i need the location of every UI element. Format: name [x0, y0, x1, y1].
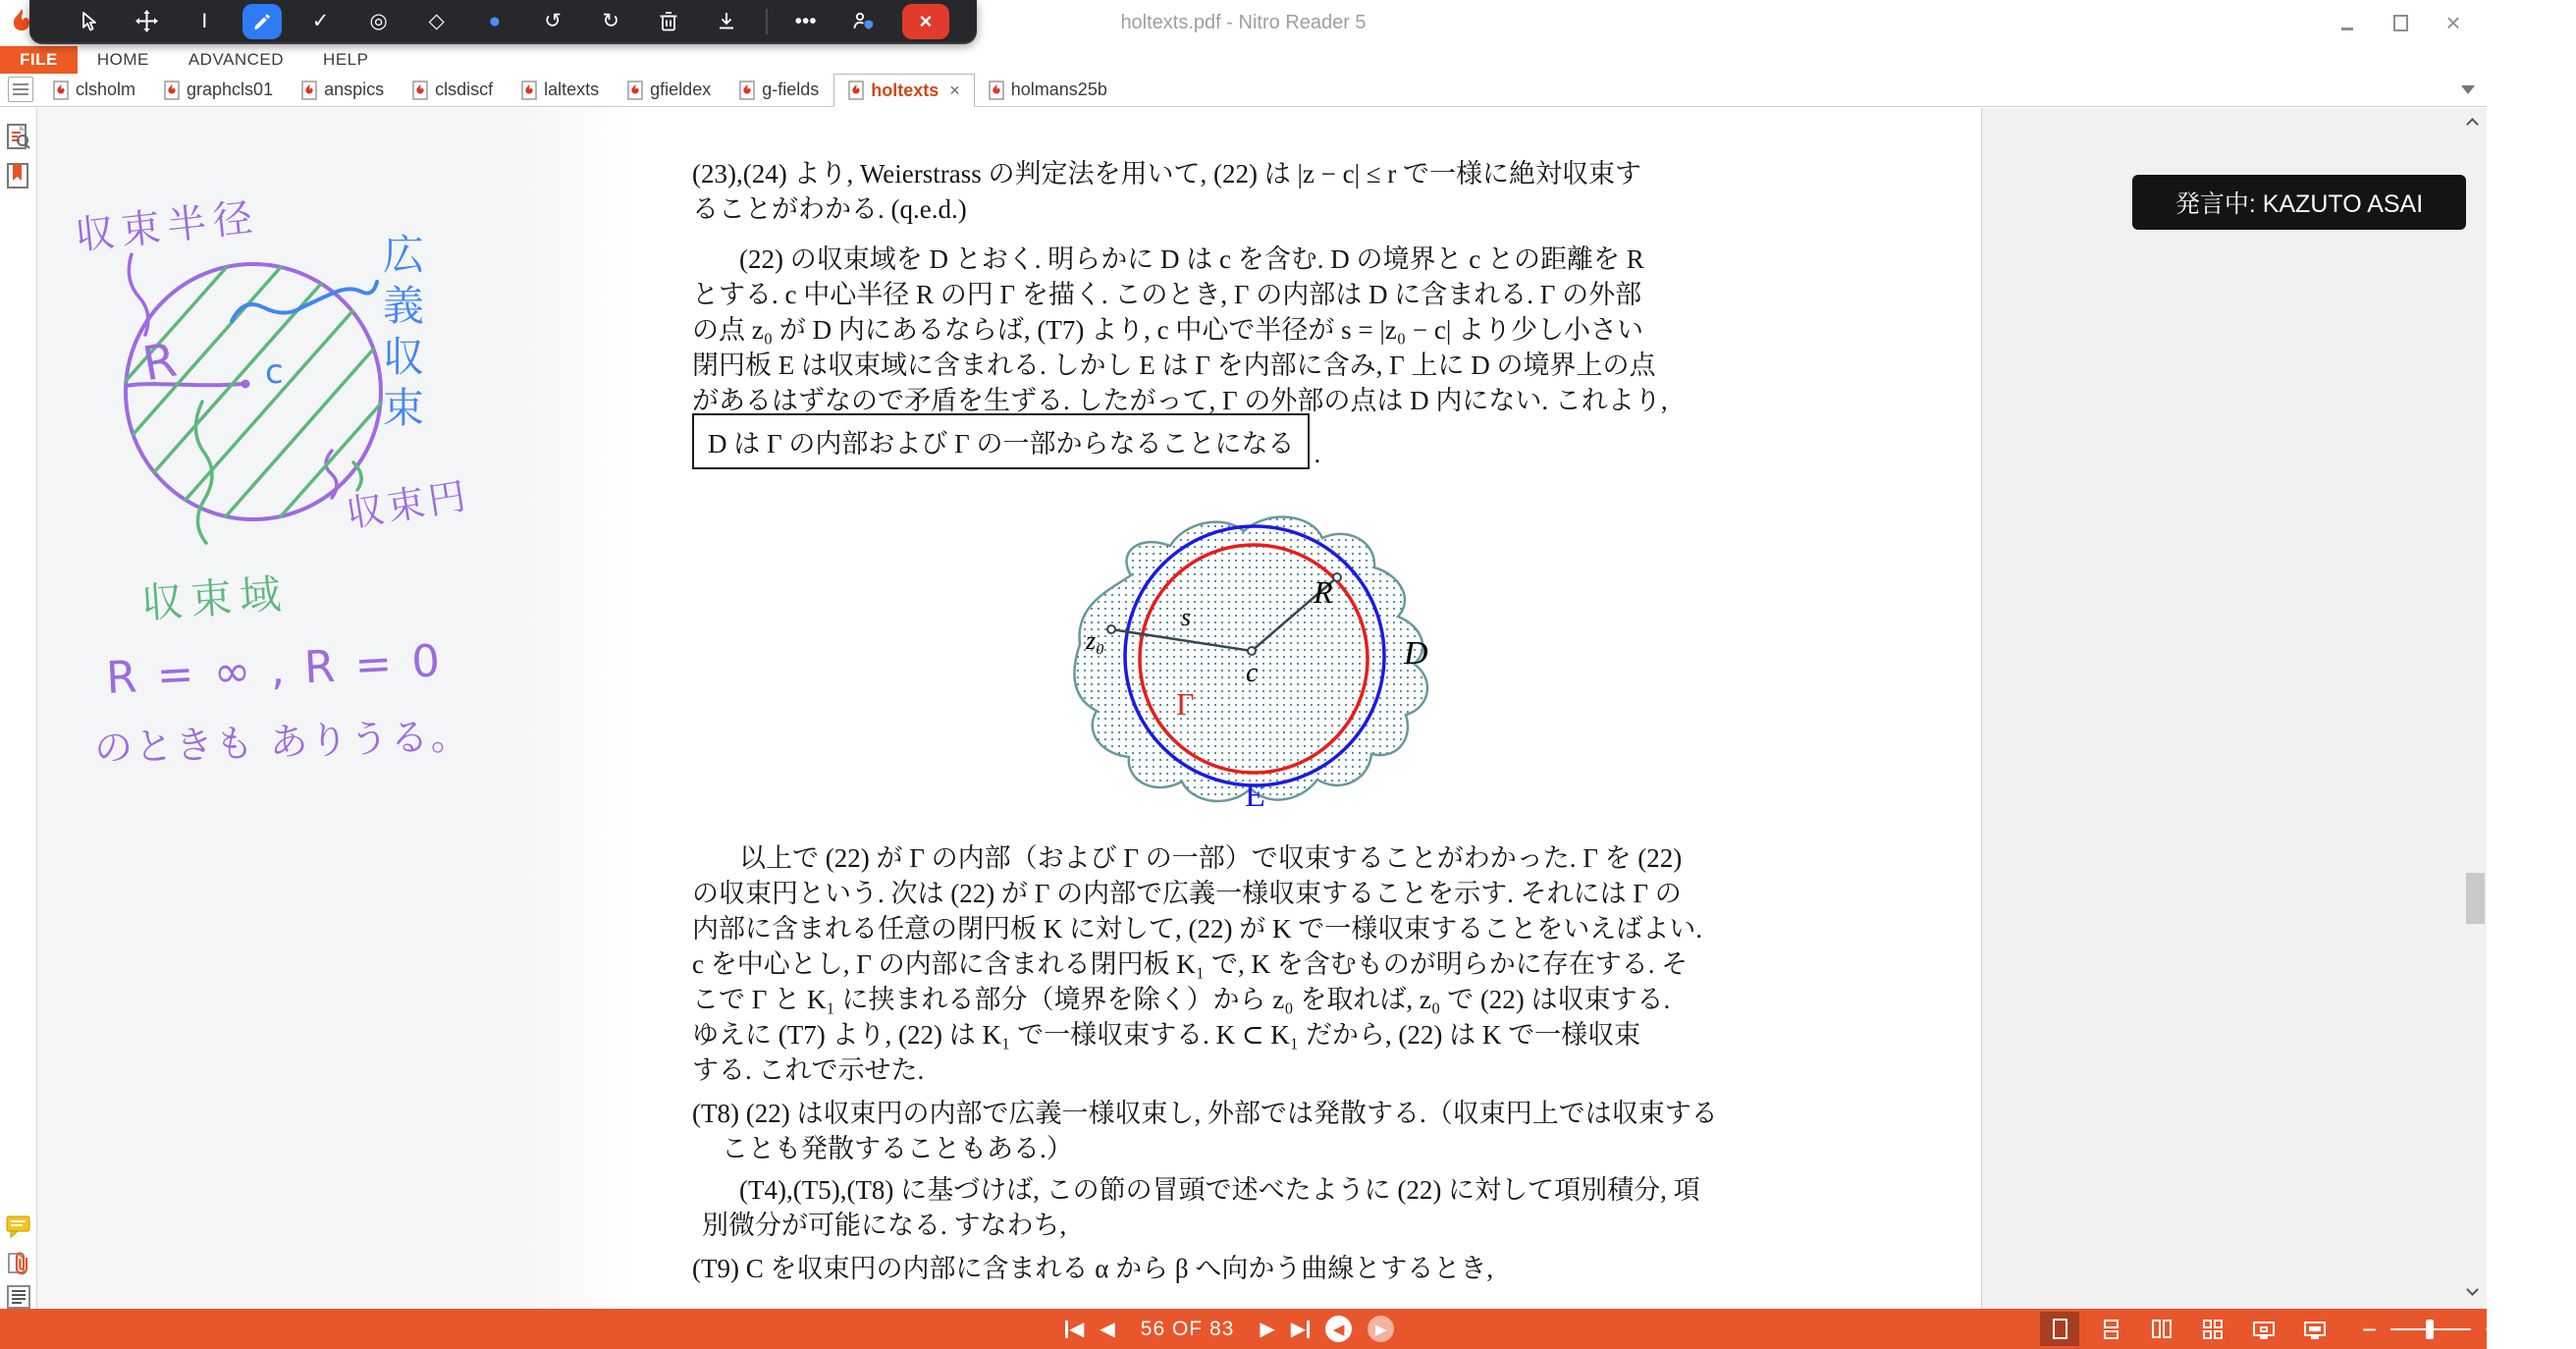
- save-download-icon[interactable]: [707, 4, 746, 39]
- pdf-file-icon: [521, 81, 537, 100]
- pdf-file-icon: [989, 81, 1004, 100]
- tab-holtexts[interactable]: [833, 74, 975, 107]
- tab-label: holmans25b: [1010, 80, 1107, 99]
- eraser-icon[interactable]: ◇: [428, 10, 445, 32]
- facing-pages-view-button[interactable]: [2142, 1312, 2181, 1346]
- pdf-file-icon: [301, 81, 317, 100]
- annotation-toolbar: [29, 0, 977, 42]
- page-left-margin: [37, 108, 636, 1309]
- doc-line: とする. c 中心半径 R の円 Γ を描く. このとき, Γ の内部は D に含まれる. Γ の外部: [692, 280, 1642, 309]
- last-page-button[interactable]: ▶: [1291, 1320, 1310, 1339]
- doc-line: 以上で (22) が Γ の内部（および Γ の一部）で収束することがわかった. Γ を (22): [739, 843, 1683, 873]
- tab-label: clsdiscf: [435, 80, 494, 99]
- next-page-button[interactable]: ▶: [1260, 1318, 1275, 1340]
- outline-list-icon[interactable]: [4, 1282, 33, 1312]
- tab-label: laltexts: [544, 80, 600, 99]
- doc-line: (T9) C を収束円の内部に含まれる α から β へ向かう曲線とするとき,: [692, 1254, 1494, 1283]
- tab-label: anspics: [324, 80, 385, 99]
- pdf-page-viewport[interactable]: [37, 108, 2487, 1309]
- doc-line: (23),(24) より, Weierstrass の判定法を用いて, (22) は |z − c| ≤ r で一様に絶対収束す: [692, 159, 1642, 189]
- paragraph-p2: [692, 242, 1807, 418]
- doc-line: こで Γ と K₁ に挟まれる部分（境界を除く）から z₀ を取れば, z₀ で (22) は収束する.: [692, 985, 1671, 1014]
- tab-label: clsholm: [76, 80, 136, 99]
- active-speaker-overlay: 発言中: KAZUTO ASAI: [2132, 175, 2466, 230]
- fit-page-button[interactable]: [2244, 1312, 2283, 1346]
- minimize-button[interactable]: [2328, 7, 2367, 40]
- menu-advanced[interactable]: ADVANCED: [188, 50, 285, 69]
- doc-line: ことも発散することもある.）: [722, 1134, 1073, 1163]
- doc-line: 内部に含まれる任意の閉円板 K に対して, (22) が K で一様収束することをいえばよい.: [692, 914, 1702, 944]
- more-icon[interactable]: •••: [794, 9, 817, 32]
- scroll-up-arrow-icon[interactable]: [2468, 116, 2477, 134]
- first-page-button[interactable]: ◀: [1065, 1320, 1084, 1339]
- hand-label-c: c: [265, 352, 284, 392]
- page-thumbnails-icon[interactable]: [4, 122, 33, 151]
- label-E: E: [1245, 778, 1265, 814]
- scrollbar-thumb[interactable]: [2466, 873, 2485, 924]
- tab-label: g-fields: [762, 80, 820, 99]
- tab-gfieldex[interactable]: [614, 74, 725, 106]
- pdf-file-icon: [164, 81, 180, 100]
- tab-list-icon[interactable]: [8, 77, 33, 102]
- doc-line: の収束円という. 次は (22) が Γ の内部で広義一様収束することを示す. それには Γ の: [692, 879, 1682, 908]
- label-z0: z₀: [1086, 626, 1105, 655]
- tab-label: graphcls01: [187, 80, 274, 99]
- share-stop-segment[interactable]: [1789, 0, 1936, 9]
- tab-clsholm[interactable]: [39, 74, 150, 106]
- menu-file[interactable]: FILE: [0, 46, 78, 74]
- spotlight-icon[interactable]: ◎: [369, 10, 388, 32]
- tab-anspics[interactable]: [288, 74, 399, 106]
- doc-line: c を中心とし, Γ の内部に含まれる閉円板 K₁ で, K を含むものが明らかに存在する. そ: [692, 949, 1689, 979]
- view-history-forward-button[interactable]: ▶: [1368, 1316, 1394, 1342]
- status-bar: [0, 1309, 2576, 1349]
- page-indicator[interactable]: 56 OF 83: [1140, 1317, 1235, 1340]
- paragraph-t8b: [692, 1172, 1807, 1243]
- hand-label-R: R: [138, 332, 181, 393]
- pdf-file-icon: [848, 81, 864, 100]
- tab-clsdiscf[interactable]: [399, 74, 508, 106]
- bookmarks-icon[interactable]: [4, 161, 33, 190]
- check-stamp-icon[interactable]: ✓: [311, 10, 330, 32]
- paragraph-t8: [692, 1096, 1807, 1166]
- scroll-down-arrow-icon[interactable]: [2468, 1281, 2477, 1299]
- separator-divider: [766, 9, 768, 34]
- doc-line: 別微分が可能になる. すなわち,: [702, 1211, 1067, 1240]
- pdf-file-icon: [53, 81, 69, 100]
- single-page-view-button[interactable]: [2040, 1312, 2079, 1346]
- hand-label-radius: 収束半径: [73, 194, 262, 259]
- hand-label-convergence-circle: 収束円: [343, 473, 473, 536]
- zoom-slider-thumb[interactable]: [2426, 1320, 2434, 1339]
- move-icon[interactable]: [127, 4, 166, 39]
- hand-note-line1: R = ∞ , R = 0: [104, 634, 445, 704]
- document-text: [692, 156, 1811, 1309]
- privacy-person-icon[interactable]: [844, 4, 884, 39]
- doc-line: ゆえに (T7) より, (22) は K₁ で一様収束する. K ⊂ K₁ だから, (22) は K で一様収束: [692, 1020, 1641, 1050]
- hand-note-line2: のときも ありうる。: [93, 714, 472, 772]
- grid-view-button[interactable]: [2193, 1312, 2232, 1346]
- paragraph-t9: [692, 1251, 1807, 1286]
- doc-line: (T4),(T5),(T8) に基づけば, この節の冒頭で述べたように (22) に対して項別積分, 項: [739, 1175, 1700, 1205]
- tab-label: holtexts: [871, 80, 939, 100]
- vertical-scrollbar[interactable]: [2464, 108, 2487, 1309]
- doc-line: (22) の収束域を D とおく. 明らかに D は c を含む. D の境界と c との距離を R: [739, 244, 1644, 274]
- tab-close-icon[interactable]: ×: [949, 80, 960, 100]
- color-icon[interactable]: ●: [488, 9, 502, 32]
- pdf-file-icon: [739, 81, 755, 100]
- screen-share-indicator[interactable]: [1530, 0, 1936, 9]
- attachments-icon[interactable]: [4, 1249, 33, 1278]
- tab-label: gfieldex: [650, 80, 712, 99]
- document-tab-bar: [0, 74, 2487, 107]
- hand-label-convergence-region: 収束域: [139, 568, 291, 628]
- pdf-file-icon: [627, 81, 643, 100]
- doc-line: する. これで示せた.: [692, 1055, 925, 1085]
- doc-line: ることがわかる. (q.e.d.): [692, 194, 967, 224]
- doc-line: の点 z₀ が D 内にあるならば, (T7) より, c 中心で半径が s = |z₀ − c| より少し小さい: [692, 315, 1644, 345]
- trash-icon[interactable]: [649, 4, 688, 39]
- doc-line: があるはずなので矛盾を生ずる. したがって, Γ の外部の点は D 内にない. これより,: [692, 386, 1668, 415]
- label-Gamma: Γ: [1176, 686, 1195, 722]
- undo-icon[interactable]: ↺: [544, 10, 562, 32]
- left-sidebar: [0, 108, 37, 1309]
- label-D: D: [1404, 635, 1428, 672]
- pointer-icon[interactable]: [69, 4, 108, 39]
- close-annotation-icon[interactable]: ×: [902, 4, 949, 39]
- close-button[interactable]: ×: [2445, 8, 2461, 37]
- viewport-right-gutter: [1981, 108, 2464, 1309]
- window-title: holtexts.pdf - Nitro Reader 5: [1120, 12, 1367, 33]
- label-c: c: [1246, 658, 1259, 688]
- maximize-button[interactable]: [2381, 7, 2420, 40]
- tab-laltexts[interactable]: [508, 74, 614, 106]
- label-s: s: [1181, 603, 1192, 631]
- menu-help[interactable]: HELP: [323, 50, 369, 69]
- tab-g-fields[interactable]: [725, 74, 833, 106]
- tab-graphcls01[interactable]: [150, 74, 288, 106]
- pen-icon[interactable]: [242, 4, 282, 39]
- tab-overflow-dropdown-icon[interactable]: [2461, 85, 2475, 94]
- tab-holmans25b[interactable]: [975, 74, 1122, 106]
- zoom-level[interactable]: 125%: [2523, 1317, 2576, 1340]
- previous-page-button[interactable]: ◀: [1100, 1318, 1115, 1340]
- doc-line: 閉円板 E は収束域に含まれる. しかし E は Γ を内部に含み, Γ 上に D の境界上の点: [692, 351, 1656, 380]
- share-green-segment[interactable]: [1530, 0, 1789, 9]
- boxed-statement: D は Γ の内部および Γ の一部からなることになる .: [692, 413, 1320, 469]
- zoom-out-button[interactable]: −: [2362, 1314, 2378, 1344]
- continuous-view-button[interactable]: [2091, 1312, 2130, 1346]
- paragraph-p3: [692, 840, 1807, 1088]
- zoom-slider[interactable]: [2390, 1320, 2471, 1339]
- convergence-figure: [1021, 497, 1453, 831]
- view-history-back-button[interactable]: ◀: [1325, 1316, 1352, 1342]
- menu-bar: [0, 46, 2487, 74]
- hand-label-broad-convergence: 広義収束: [377, 233, 425, 437]
- paragraph-p1: [692, 156, 1807, 227]
- fit-width-button[interactable]: [2295, 1312, 2334, 1346]
- pdf-file-icon: [412, 81, 428, 100]
- doc-line: (T8) (22) は収束円の内部で広義一様収束し, 外部では発散する.（収束円上では収束する: [692, 1099, 1718, 1128]
- label-R: R: [1314, 574, 1333, 610]
- comments-icon[interactable]: [4, 1213, 33, 1242]
- menu-home[interactable]: HOME: [96, 50, 149, 69]
- zoom-in-button[interactable]: +: [2485, 1314, 2500, 1344]
- text-icon[interactable]: I: [201, 9, 208, 32]
- redo-icon[interactable]: ↻: [602, 10, 619, 32]
